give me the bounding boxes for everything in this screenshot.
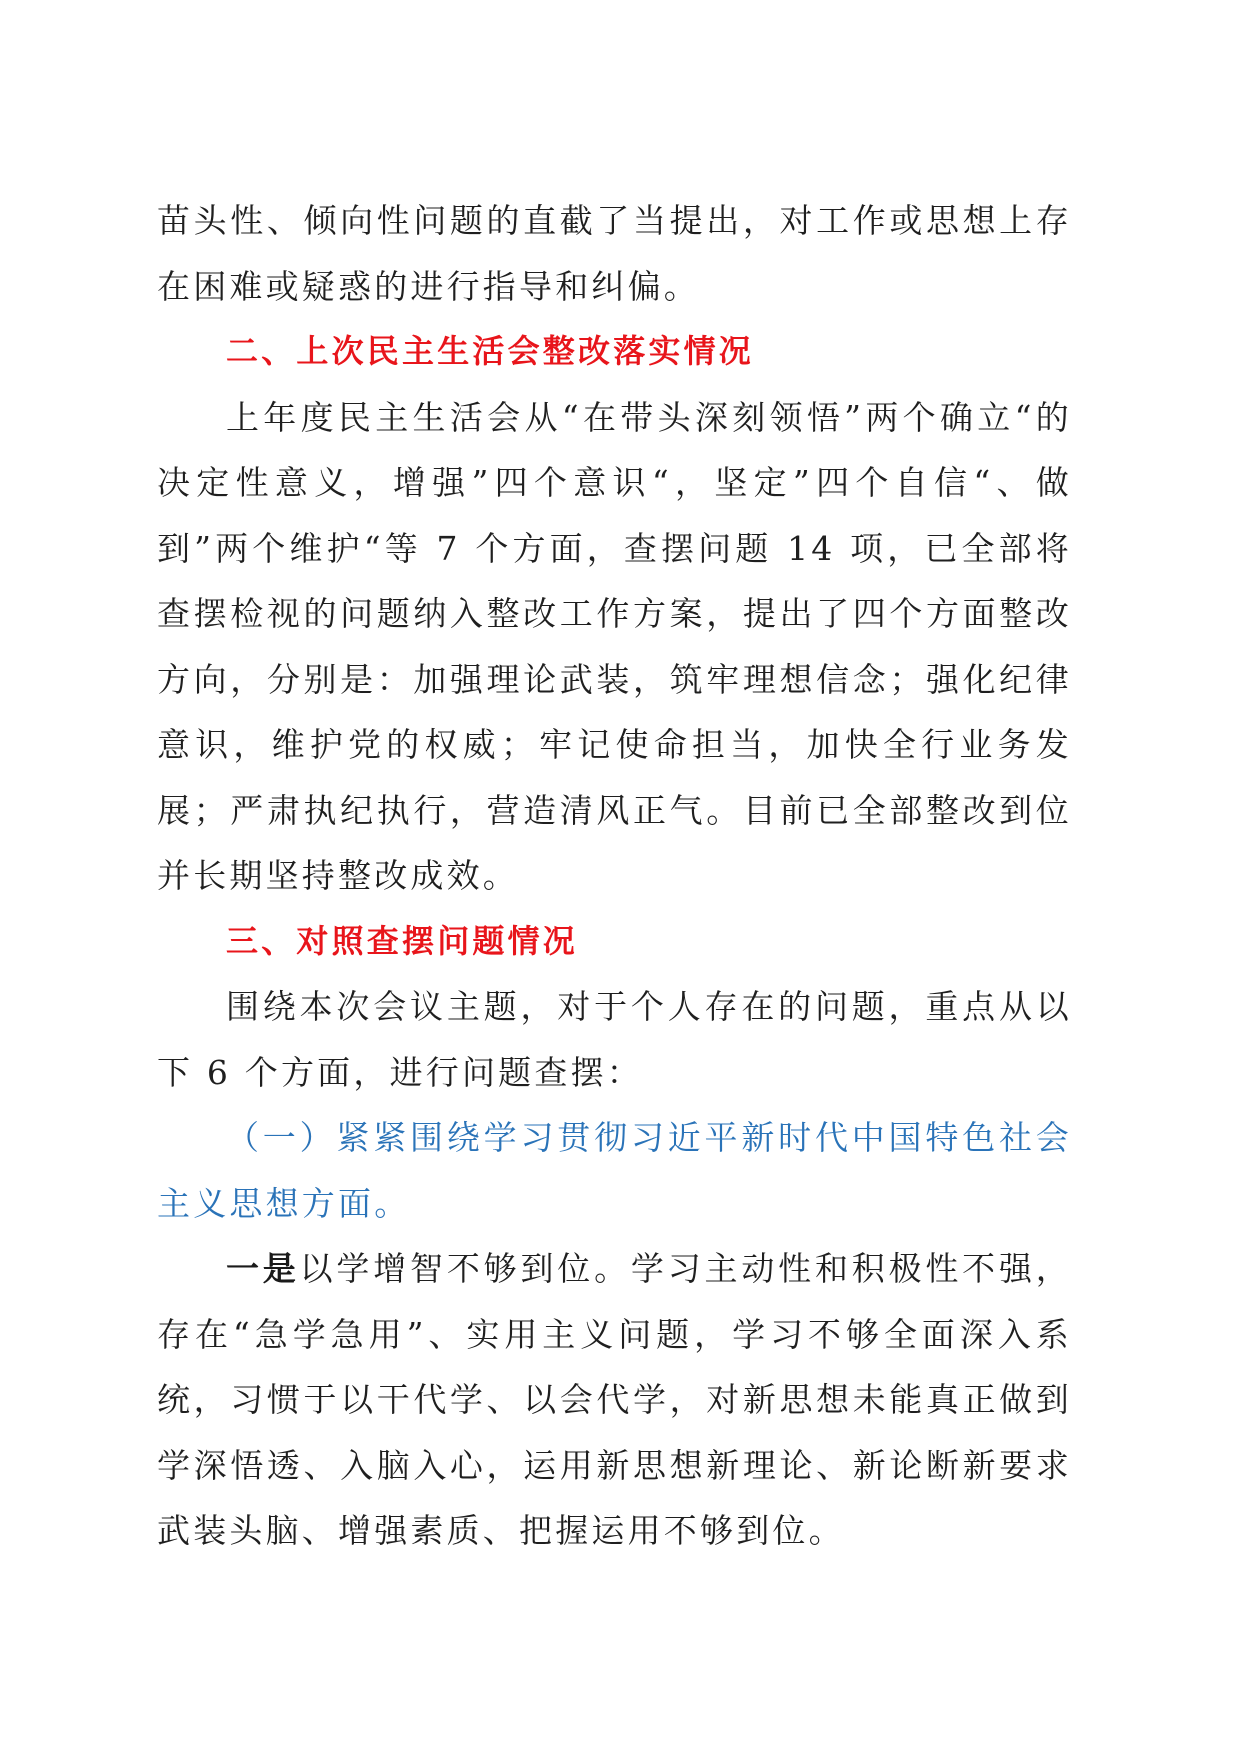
- section-heading-2: 二、上次民主生活会整改落实情况: [226, 332, 755, 370]
- paragraph-item-1: [157, 1236, 1072, 1564]
- paragraph-section-2: 上年度民主生活会从“在带头深刻领悟”两个确立“的决定性意义，增强”四个意识“，坚定”四个自信“、做到”两个维护“等 7 个方面，查摆问题 14 项，已全部将查摆检视的问题纳入整改工作方案，提出了四个方面整改方向，分别是：加强理论武装，筑牢理想信念；强化纪律意识，维护党的权威；牢记使命担当，加快全行业务发展；严肃执纪执行，营造清风正气。目前已全部整改到位并长期坚持整改成效。: [157, 397, 1072, 895]
- item-1-text: 以学增智不够到位。学习主动性和积极性不强，存在“急学急用”、实用主义问题，学习不够全面深入系统，习惯于以干代学、以会代学，对新思想未能真正做到学深悟透、入脑入心，运用新思想新理论、新论断新要求武装头脑、增强素质、把握运用不够到位。: [157, 1249, 1072, 1550]
- paragraph-continuation: 苗头性、倾向性问题的直截了当提出，对工作或思想上存在困难或疑惑的进行指导和纠偏。: [157, 201, 1072, 306]
- subheading-1: （一）紧紧围绕学习贯彻习近平新时代中国特色社会主义思想方面。: [157, 1118, 1072, 1223]
- item-1-lead: 一是: [226, 1249, 300, 1288]
- section-heading-3: 三、对照查摆问题情况: [226, 921, 579, 960]
- paragraph-section-3: 围绕本次会议主题，对于个人存在的问题，重点从以下 6 个方面，进行问题查摆：: [157, 987, 1072, 1092]
- document-body: [157, 188, 1072, 1564]
